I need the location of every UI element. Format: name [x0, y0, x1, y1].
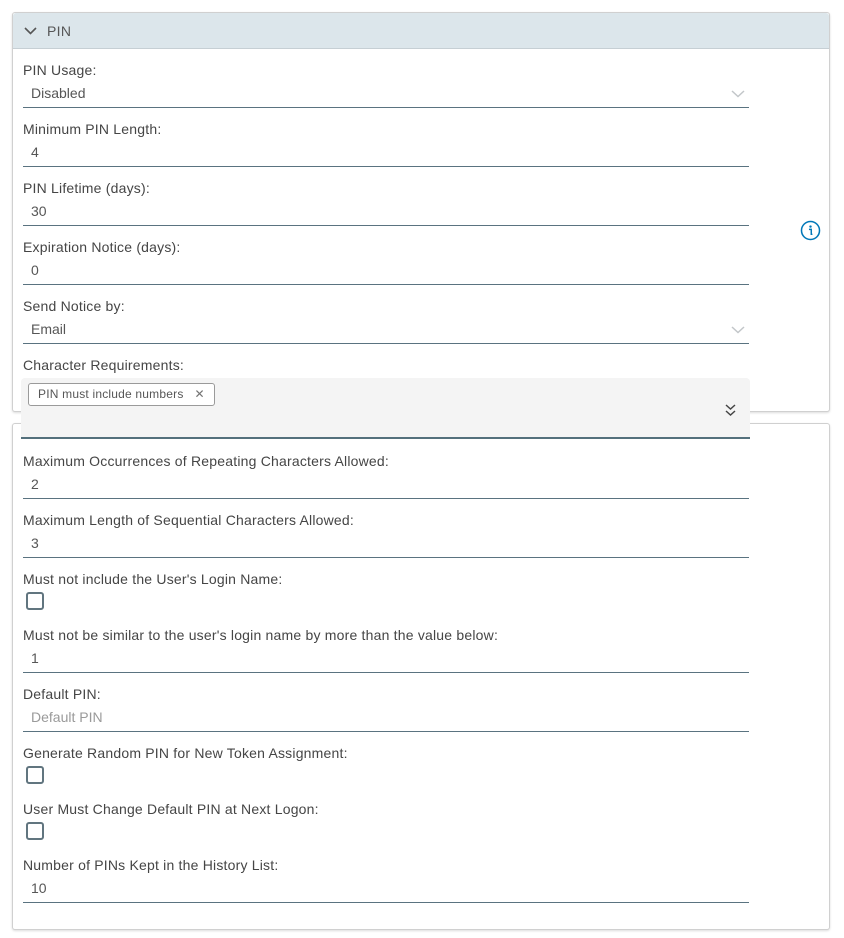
max-sequential-input[interactable] — [23, 533, 749, 558]
field-similarity — [23, 626, 819, 673]
expiration-notice-input[interactable] — [23, 260, 749, 285]
default-pin-input[interactable] — [23, 707, 749, 732]
info-icon[interactable] — [797, 217, 823, 243]
pin-section-card — [12, 12, 830, 412]
character-requirements-multiselect[interactable] — [21, 378, 750, 439]
field-max-sequential — [23, 511, 819, 558]
pin-usage-select[interactable] — [23, 83, 749, 108]
send-notice-by-value: Email — [31, 321, 67, 337]
max-repeating-input[interactable] — [23, 474, 749, 499]
min-pin-length-label: Minimum PIN Length: — [23, 121, 162, 137]
field-min-pin-length — [23, 120, 819, 167]
section-title: PIN — [47, 22, 72, 39]
field-random-pin — [23, 744, 819, 784]
similarity-input[interactable] — [23, 648, 749, 673]
field-default-pin — [23, 685, 819, 732]
pin-usage-label: PIN Usage: — [23, 62, 97, 78]
field-pin-lifetime — [23, 179, 819, 226]
max-repeating-label: Maximum Occurrences of Repeating Characters Allowed: — [23, 453, 389, 469]
default-pin-label: Default PIN: — [23, 686, 101, 702]
character-requirements-label: Character Requirements: — [23, 357, 184, 373]
send-notice-by-select[interactable] — [23, 319, 749, 344]
history-count-input[interactable] — [23, 878, 749, 903]
pin-usage-value: Disabled — [31, 85, 86, 101]
field-pin-usage — [23, 61, 819, 108]
chevron-down-icon — [24, 27, 37, 35]
field-character-requirements — [23, 356, 819, 439]
must-change-pin-checkbox[interactable] — [26, 822, 44, 840]
pin-settings-page — [0, 12, 844, 938]
pin-lifetime-input[interactable] — [23, 201, 749, 226]
max-sequential-label: Maximum Length of Sequential Characters Allowed: — [23, 512, 354, 528]
field-no-login-name — [23, 570, 819, 610]
chevron-down-icon — [731, 90, 745, 98]
chip-label: PIN must include numbers — [38, 387, 184, 401]
random-pin-checkbox[interactable] — [26, 766, 44, 784]
random-pin-label: Generate Random PIN for New Token Assignment: — [23, 745, 348, 761]
similarity-label: Must not be similar to the user's login name by more than the value below: — [23, 627, 499, 643]
no-login-name-label: Must not include the User's Login Name: — [23, 571, 283, 587]
pin-policy-card — [12, 423, 830, 930]
pin-lifetime-label: PIN Lifetime (days): — [23, 180, 150, 196]
field-history-count — [23, 856, 819, 903]
pin-section-header[interactable] — [13, 13, 829, 49]
chip-pin-must-include-numbers — [28, 383, 215, 406]
no-login-name-checkbox[interactable] — [26, 592, 44, 610]
expiration-notice-label: Expiration Notice (days): — [23, 239, 181, 255]
double-chevron-down-icon — [724, 404, 737, 418]
field-send-notice-by — [23, 297, 819, 344]
must-change-pin-label: User Must Change Default PIN at Next Logon: — [23, 801, 319, 817]
chevron-down-icon — [731, 326, 745, 334]
field-must-change-pin — [23, 800, 819, 840]
pin-section-body — [13, 49, 829, 439]
history-count-label: Number of PINs Kept in the History List: — [23, 857, 279, 873]
min-pin-length-input[interactable] — [23, 142, 749, 167]
field-max-repeating — [23, 452, 819, 499]
send-notice-by-label: Send Notice by: — [23, 298, 125, 314]
chip-remove-icon[interactable]: ✕ — [194, 387, 205, 401]
field-expiration-notice — [23, 238, 819, 285]
